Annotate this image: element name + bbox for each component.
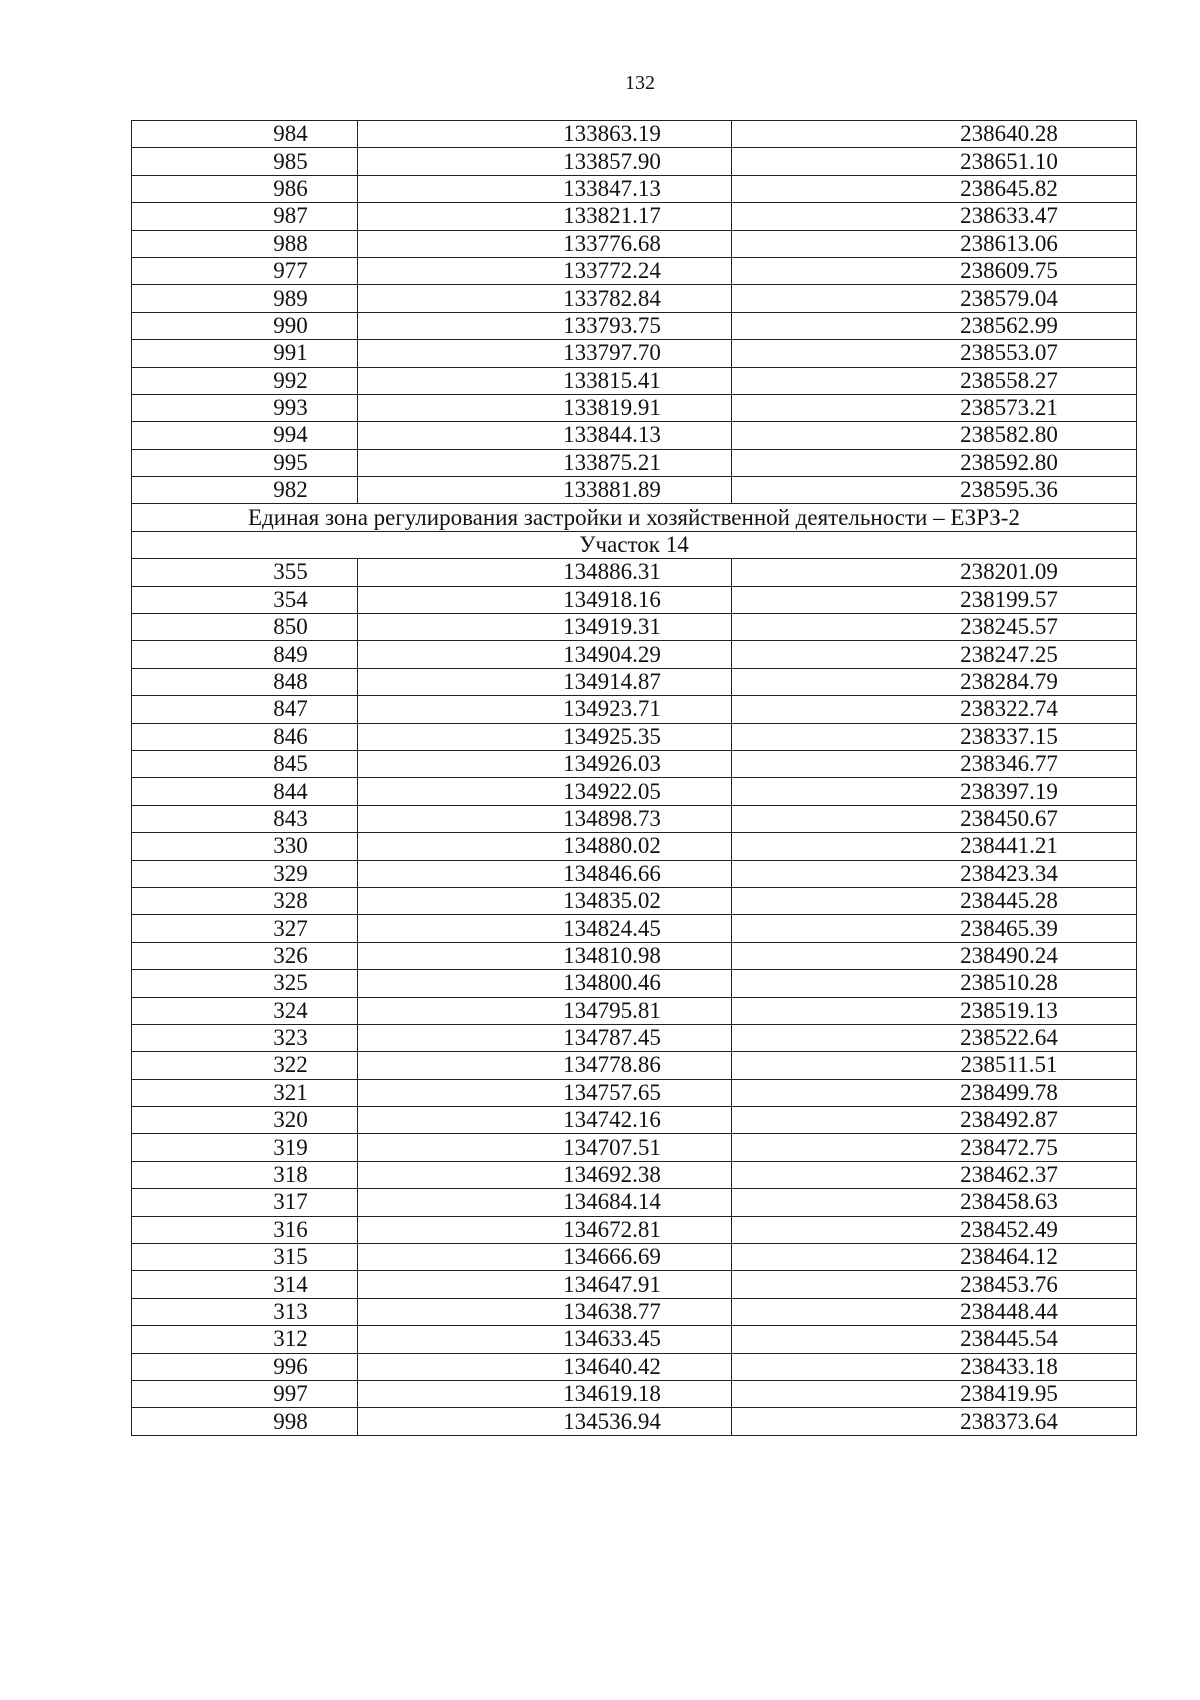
x-coordinate: 134810.98 (358, 942, 732, 969)
x-coordinate: 134923.71 (358, 696, 732, 723)
table-row (132, 367, 1137, 394)
x-coordinate: 133797.70 (358, 340, 732, 367)
y-coordinate: 238322.74 (732, 696, 1137, 723)
table-row (132, 1079, 1137, 1106)
table-row (132, 1326, 1137, 1353)
y-coordinate: 238433.18 (732, 1353, 1137, 1380)
x-coordinate: 133881.89 (358, 477, 732, 504)
y-coordinate: 238651.10 (732, 148, 1137, 175)
point-number: 997 (132, 1380, 358, 1407)
x-coordinate: 134795.81 (358, 997, 732, 1024)
x-coordinate: 134846.66 (358, 860, 732, 887)
table-body-top (132, 121, 1137, 504)
table-row (132, 230, 1137, 257)
x-coordinate: 134919.31 (358, 614, 732, 641)
table-row (132, 833, 1137, 860)
table-row (132, 586, 1137, 613)
x-coordinate: 133782.84 (358, 285, 732, 312)
table-row (132, 285, 1137, 312)
point-number: 982 (132, 477, 358, 504)
y-coordinate: 238490.24 (732, 942, 1137, 969)
point-number: 355 (132, 559, 358, 586)
x-coordinate: 134926.03 (358, 750, 732, 777)
table-row (132, 449, 1137, 476)
point-number: 991 (132, 340, 358, 367)
section-title-row (132, 531, 1137, 558)
x-coordinate: 134787.45 (358, 1024, 732, 1051)
y-coordinate: 238519.13 (732, 997, 1137, 1024)
table-row (132, 614, 1137, 641)
point-number: 998 (132, 1408, 358, 1435)
point-number: 323 (132, 1024, 358, 1051)
table-row (132, 1271, 1137, 1298)
x-coordinate: 134707.51 (358, 1134, 732, 1161)
table-row (132, 750, 1137, 777)
table-row (132, 312, 1137, 339)
table-row (132, 1189, 1137, 1216)
y-coordinate: 238284.79 (732, 668, 1137, 695)
y-coordinate: 238201.09 (732, 559, 1137, 586)
y-coordinate: 238465.39 (732, 915, 1137, 942)
y-coordinate: 238492.87 (732, 1107, 1137, 1134)
point-number: 986 (132, 175, 358, 202)
zone-title: Единая зона регулирования застройки и хозяйственной деятельности – ЕЗРЗ-2 (132, 504, 1137, 531)
x-coordinate: 134672.81 (358, 1216, 732, 1243)
y-coordinate: 238645.82 (732, 175, 1137, 202)
table-row (132, 148, 1137, 175)
y-coordinate: 238445.28 (732, 887, 1137, 914)
x-coordinate: 134880.02 (358, 833, 732, 860)
point-number: 312 (132, 1326, 358, 1353)
point-number: 996 (132, 1353, 358, 1380)
x-coordinate: 133844.13 (358, 422, 732, 449)
y-coordinate: 238419.95 (732, 1380, 1137, 1407)
point-number: 319 (132, 1134, 358, 1161)
x-coordinate: 133815.41 (358, 367, 732, 394)
point-number: 993 (132, 394, 358, 421)
point-number: 329 (132, 860, 358, 887)
point-number: 844 (132, 778, 358, 805)
x-coordinate: 134824.45 (358, 915, 732, 942)
point-number: 325 (132, 970, 358, 997)
x-coordinate: 133793.75 (358, 312, 732, 339)
point-number: 326 (132, 942, 358, 969)
x-coordinate: 134684.14 (358, 1189, 732, 1216)
table-row (132, 175, 1137, 202)
table-row (132, 121, 1137, 148)
point-number: 328 (132, 887, 358, 914)
coordinates-table (131, 120, 1137, 1436)
point-number: 324 (132, 997, 358, 1024)
x-coordinate: 134647.91 (358, 1271, 732, 1298)
y-coordinate: 238464.12 (732, 1244, 1137, 1271)
point-number: 317 (132, 1189, 358, 1216)
table-row (132, 1134, 1137, 1161)
point-number: 320 (132, 1107, 358, 1134)
point-number: 977 (132, 257, 358, 284)
x-coordinate: 133776.68 (358, 230, 732, 257)
point-number: 845 (132, 750, 358, 777)
y-coordinate: 238640.28 (732, 121, 1137, 148)
y-coordinate: 238462.37 (732, 1161, 1137, 1188)
point-number: 318 (132, 1161, 358, 1188)
point-number: 313 (132, 1298, 358, 1325)
table-row (132, 997, 1137, 1024)
table-row (132, 257, 1137, 284)
y-coordinate: 238553.07 (732, 340, 1137, 367)
table-row (132, 915, 1137, 942)
table-row (132, 394, 1137, 421)
x-coordinate: 133772.24 (358, 257, 732, 284)
x-coordinate: 133821.17 (358, 203, 732, 230)
y-coordinate: 238423.34 (732, 860, 1137, 887)
table-row (132, 1216, 1137, 1243)
point-number: 847 (132, 696, 358, 723)
y-coordinate: 238511.51 (732, 1052, 1137, 1079)
table-body-bottom (132, 559, 1137, 1436)
table-row (132, 477, 1137, 504)
table-row (132, 970, 1137, 997)
y-coordinate: 238337.15 (732, 723, 1137, 750)
point-number: 316 (132, 1216, 358, 1243)
y-coordinate: 238510.28 (732, 970, 1137, 997)
point-number: 992 (132, 367, 358, 394)
x-coordinate: 134633.45 (358, 1326, 732, 1353)
table-row (132, 1380, 1137, 1407)
y-coordinate: 238453.76 (732, 1271, 1137, 1298)
point-number: 354 (132, 586, 358, 613)
table-row (132, 668, 1137, 695)
point-number: 994 (132, 422, 358, 449)
section-title: Участок 14 (132, 531, 1137, 558)
point-number: 846 (132, 723, 358, 750)
table-row (132, 1408, 1137, 1435)
y-coordinate: 238609.75 (732, 257, 1137, 284)
y-coordinate: 238522.64 (732, 1024, 1137, 1051)
table-row (132, 1024, 1137, 1051)
y-coordinate: 238558.27 (732, 367, 1137, 394)
y-coordinate: 238450.67 (732, 805, 1137, 832)
table-row (132, 942, 1137, 969)
table-row (132, 887, 1137, 914)
x-coordinate: 134640.42 (358, 1353, 732, 1380)
table-row (132, 1244, 1137, 1271)
x-coordinate: 133819.91 (358, 394, 732, 421)
point-number: 843 (132, 805, 358, 832)
x-coordinate: 134918.16 (358, 586, 732, 613)
point-number: 327 (132, 915, 358, 942)
table-row (132, 1052, 1137, 1079)
table-row (132, 203, 1137, 230)
y-coordinate: 238595.36 (732, 477, 1137, 504)
point-number: 850 (132, 614, 358, 641)
table-row (132, 422, 1137, 449)
x-coordinate: 134922.05 (358, 778, 732, 805)
table-row (132, 1161, 1137, 1188)
y-coordinate: 238573.21 (732, 394, 1137, 421)
table-row (132, 860, 1137, 887)
point-number: 987 (132, 203, 358, 230)
point-number: 849 (132, 641, 358, 668)
x-coordinate: 134898.73 (358, 805, 732, 832)
x-coordinate: 134835.02 (358, 887, 732, 914)
table-row (132, 778, 1137, 805)
x-coordinate: 134757.65 (358, 1079, 732, 1106)
y-coordinate: 238397.19 (732, 778, 1137, 805)
x-coordinate: 134619.18 (358, 1380, 732, 1407)
table-row (132, 1107, 1137, 1134)
x-coordinate: 133857.90 (358, 148, 732, 175)
table-row (132, 1298, 1137, 1325)
table-row (132, 1353, 1137, 1380)
point-number: 321 (132, 1079, 358, 1106)
x-coordinate: 133847.13 (358, 175, 732, 202)
table-row (132, 805, 1137, 832)
y-coordinate: 238582.80 (732, 422, 1137, 449)
page-number: 132 (625, 72, 655, 94)
x-coordinate: 134638.77 (358, 1298, 732, 1325)
y-coordinate: 238445.54 (732, 1326, 1137, 1353)
y-coordinate: 238452.49 (732, 1216, 1137, 1243)
x-coordinate: 133863.19 (358, 121, 732, 148)
x-coordinate: 134666.69 (358, 1244, 732, 1271)
zone-title-row (132, 504, 1137, 531)
y-coordinate: 238199.57 (732, 586, 1137, 613)
x-coordinate: 134692.38 (358, 1161, 732, 1188)
point-number: 848 (132, 668, 358, 695)
point-number: 330 (132, 833, 358, 860)
y-coordinate: 238346.77 (732, 750, 1137, 777)
table-row (132, 559, 1137, 586)
point-number: 315 (132, 1244, 358, 1271)
y-coordinate: 238633.47 (732, 203, 1137, 230)
point-number: 984 (132, 121, 358, 148)
point-number: 988 (132, 230, 358, 257)
y-coordinate: 238247.25 (732, 641, 1137, 668)
y-coordinate: 238499.78 (732, 1079, 1137, 1106)
y-coordinate: 238579.04 (732, 285, 1137, 312)
point-number: 995 (132, 449, 358, 476)
y-coordinate: 238562.99 (732, 312, 1137, 339)
table-headings (132, 504, 1137, 559)
table-row (132, 340, 1137, 367)
x-coordinate: 134914.87 (358, 668, 732, 695)
table-row (132, 641, 1137, 668)
point-number: 990 (132, 312, 358, 339)
y-coordinate: 238245.57 (732, 614, 1137, 641)
y-coordinate: 238441.21 (732, 833, 1137, 860)
y-coordinate: 238458.63 (732, 1189, 1137, 1216)
y-coordinate: 238472.75 (732, 1134, 1137, 1161)
x-coordinate: 134742.16 (358, 1107, 732, 1134)
x-coordinate: 134536.94 (358, 1408, 732, 1435)
y-coordinate: 238613.06 (732, 230, 1137, 257)
y-coordinate: 238592.80 (732, 449, 1137, 476)
x-coordinate: 134778.86 (358, 1052, 732, 1079)
point-number: 985 (132, 148, 358, 175)
y-coordinate: 238448.44 (732, 1298, 1137, 1325)
x-coordinate: 134800.46 (358, 970, 732, 997)
point-number: 989 (132, 285, 358, 312)
point-number: 314 (132, 1271, 358, 1298)
x-coordinate: 134886.31 (358, 559, 732, 586)
point-number: 322 (132, 1052, 358, 1079)
y-coordinate: 238373.64 (732, 1408, 1137, 1435)
x-coordinate: 133875.21 (358, 449, 732, 476)
table-row (132, 696, 1137, 723)
table-row (132, 723, 1137, 750)
x-coordinate: 134925.35 (358, 723, 732, 750)
x-coordinate: 134904.29 (358, 641, 732, 668)
